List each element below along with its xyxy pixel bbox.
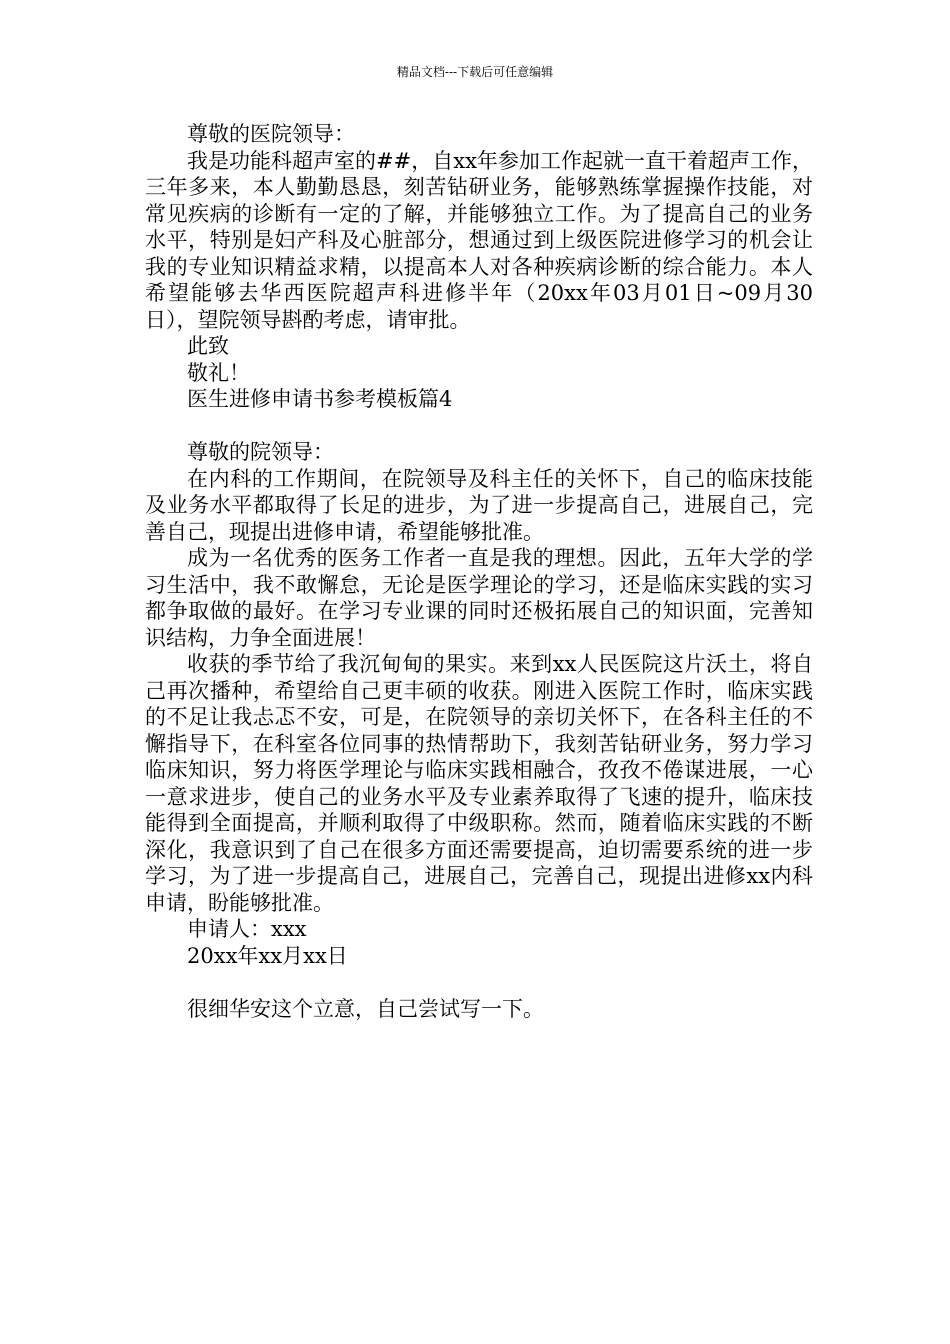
page-header: 精品文档---下载后可任意编辑 xyxy=(396,65,554,79)
salutation: 尊敬的院领导： xyxy=(187,440,334,464)
body-paragraph: 在内科的工作期间，在院领导及科主任的关怀下，自己的临床技能及业务水平都取得了长足的进步，为了进一步提高自己，进展自己，完善自己，现提出进修申请，希望能够批准。 xyxy=(145,466,813,544)
salutation: 尊敬的医院领导： xyxy=(187,122,355,146)
document-body xyxy=(145,121,813,1022)
blank-line xyxy=(145,969,813,996)
blank-line xyxy=(145,413,813,440)
body-paragraph: 收获的季节给了我沉甸甸的果实。来到xx人民医院这片沃土，将自己再次播种，希望给自己更丰硕的收获。刚进入医院工作时，临床实践的不足让我忐忑不安，可是，在院领导的亲切关怀下，在各科主任的不懈指导下，在科室各位同事的热情帮助下，我刻苦钻研业务，努力学习临床知识，努力将医学理论与临床实践相融合，孜孜不倦谋进展，一心一意求进步，使自己的业务水平及专业素养取得了飞速的提升，临床技能得到全面提高，并顺利取得了中级职称。然而，随着临床实践的不断深化，我意识到了自己在很多方面还需要提高，迫切需要系统的进一步学习，为了进一步提高自己，进展自己，完善自己，现提出进修xx内科申请，盼能够批准。 xyxy=(145,652,813,915)
closing-line: 此致 xyxy=(187,334,229,358)
body-paragraph: 成为一名优秀的医务工作者一直是我的理想。因此，五年大学的学习生活中，我不敢懈怠，无论是医学理论的学习，还是临床实践的实习都争取做的最好。在学习专业课的同时还极拓展自己的知识面，完善知识结构，力争全面进展！ xyxy=(145,546,813,650)
footer-note: 很细华安这个立意，自己尝试写一下。 xyxy=(187,996,544,1021)
body-paragraph: 我是功能科超声室的##，自xx年参加工作起就一直干着超声工作，三年多来，本人勤勤恳恳，刻苦钻研业务，能够熟练掌握操作技能，对常见疾病的诊断有一定的了解，并能够独立工作。为了提高自己的业务水平，特别是妇产科及心脏部分，想通过到上级医院进修学习的机会让我的专业知识精益求精，以提高本人对各种疾病诊断的综合能力。本人希望能够去华西医院超声科进修半年（20xx年03月01日~09月30日），望院领导斟酌考虑，请审批。 xyxy=(145,148,813,332)
section-title: 医生进修申请书参考模板篇4 xyxy=(187,387,453,411)
closing-line: 敬礼！ xyxy=(187,360,250,385)
applicant-line: 申请人：xxx xyxy=(187,917,307,941)
date-line: 20xx年xx月xx日 xyxy=(187,943,348,968)
